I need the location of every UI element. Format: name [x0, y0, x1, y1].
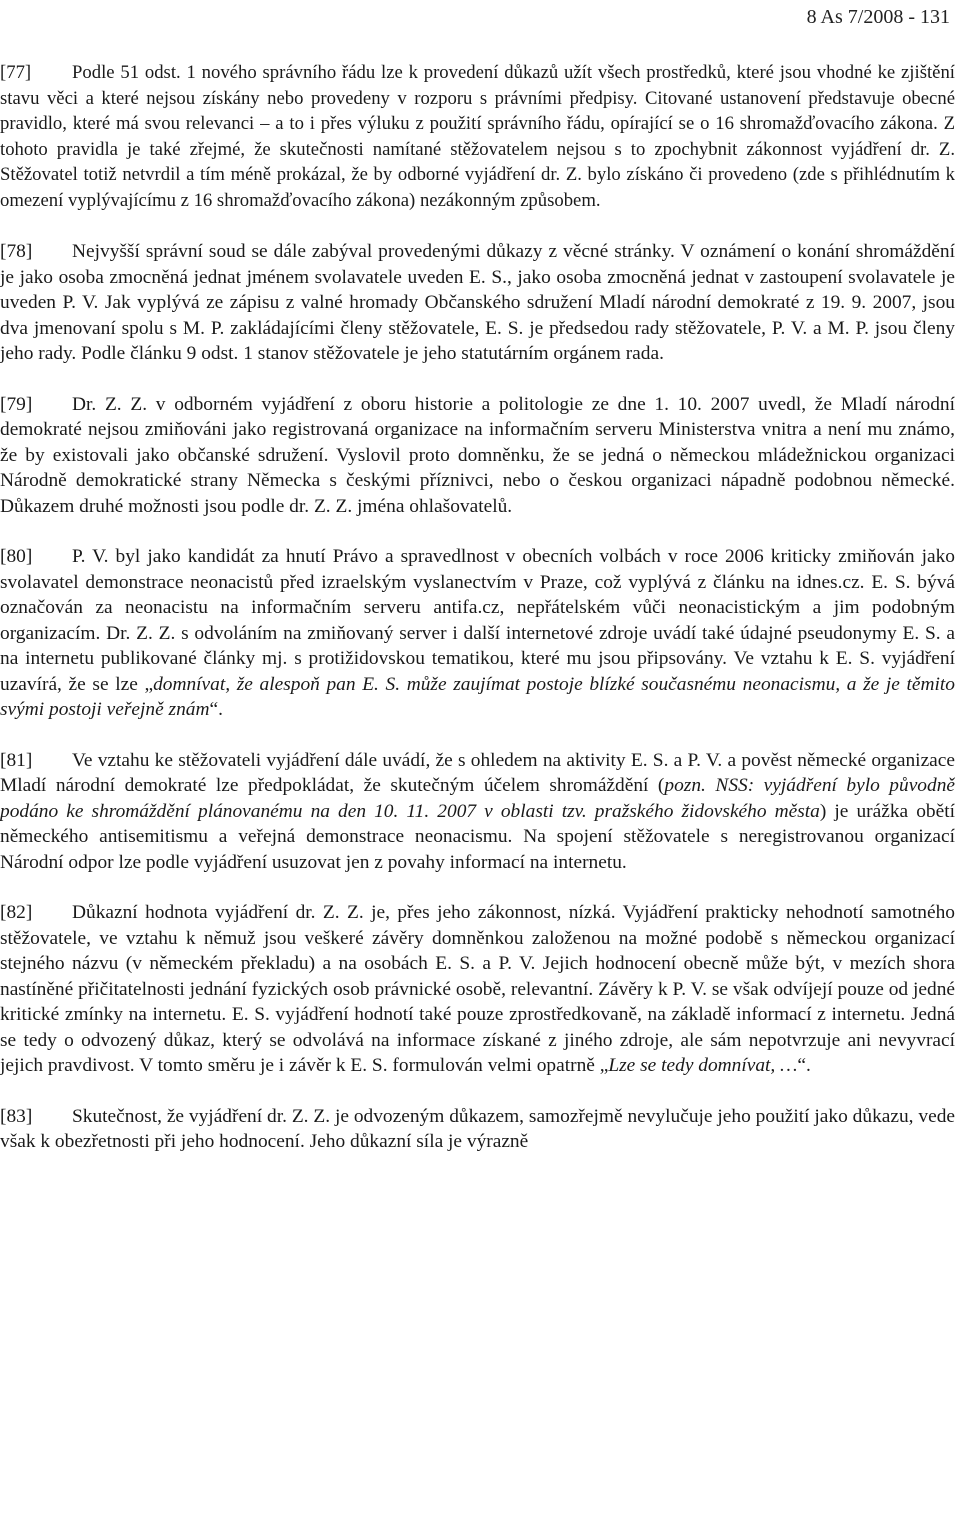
paragraph: [0, 392, 955, 520]
paragraph-number: [78]: [0, 241, 33, 262]
paragraph-text: “.: [797, 1055, 811, 1076]
paragraph-text: ) je urážka obětí německého antisemitismu a veřejná demonstrace neonacismu. Na spojení stěžovatele s neregistrovanou organizací Národní odpor lze podle vyjádření usuzovat jen z povahy informací na internetu.: [0, 800, 956, 873]
paragraph: [0, 239, 955, 367]
paragraph-text: “.: [209, 699, 223, 720]
italic-quote-text: Lze se tedy domnívat, …: [608, 1055, 798, 1076]
paragraph-number: [77]: [0, 62, 32, 83]
document-body: [0, 60, 955, 1180]
paragraph-number: [82]: [0, 902, 33, 923]
page-header: 8 As 7/2008 - 131: [806, 6, 950, 28]
paragraph: [0, 544, 955, 723]
paragraph: [0, 748, 955, 876]
paragraph: [0, 60, 955, 213]
paragraph-text: Důkazní hodnota vyjádření dr. Z. Z. je, přes jeho zákonnost, nízká. Vyjádření prakticky nehodnotí samotného stěžovatele, ve vztahu k němuž jsou veškeré závěry domněnkou založenou na možné podobě s německou organizací stejného názvu (v německém překladu) a na osobách E. S. a P. V. Jejich hodnocení obecně může být, v mezích shora nastíněné přičitatelnosti jednání fyzických osob právnické osobě, relevantní. Závěry k P. V. se však odvíjejí pouze od jedné kritické zmínky na internetu. E. S. vyjádření hodnotí také pouze zprostředkovaně, na základě informací z internetu. Jedná se tedy o odvozený důkaz, který se odvolává na informace získané z jiného zdroje, ale sám nepotvrzuje ani nevyvrací jejich pravdivost. V tomto směru je i závěr k E. S. formulován velmi opatrně „: [0, 902, 955, 1076]
paragraph-text: Ve vztahu ke stěžovateli vyjádření dále uvádí, že s ohledem na aktivity E. S. a P. V. a pověst německé organizace Mladí národní demokraté lze předpokládat, že skutečným účelem shromáždění (: [0, 749, 955, 796]
italic-quote-text: domnívat, že alespoň pan E. S. může zaujímat postoje blízké současnému neonacismu, a že je těmito svými postoji veřejně znám: [0, 673, 955, 720]
paragraph-number: [81]: [0, 749, 33, 771]
paragraph-number: [79]: [0, 393, 33, 415]
paragraph-number: [80]: [0, 546, 33, 567]
paragraph: [0, 1104, 955, 1155]
paragraph-text: Podle 51 odst. 1 nového správního řádu lze k provedení důkazů užít všech prostředků, které jsou vhodné ke zjištění stavu věci a které nejsou získány nebo provedeny v rozporu s právními předpisy. Citované ustanovení představuje obecné pravidlo, které má svou relevanci – a to i přes výluku z použití správního řádu, opírající se o 16 shromažďovacího zákona. Z tohoto pravidla je také zřejmé, že skutečnosti namítané stěžovatelem nejsou s to zpochybnit zákonnost vyjádření dr. Z. Stěžovatel totiž netvrdil a tím méně prokázal, že by odborné vyjádření dr. Z. bylo získáno či provedeno (zde s přihlédnutím k omezení vyplývajícímu z 16 shromažďovacího zákona) nezákonným způsobem.: [0, 62, 955, 211]
italic-quote-text: pozn. NSS: vyjádření bylo původně podáno ke shromáždění plánovanému na den 10. 11. 2007 v oblasti tzv. pražského židovského města: [0, 775, 955, 822]
paragraph-text: P. V. byl jako kandidát za hnutí Právo a spravedlnost v obecních volbách v roce 2006 kriticky zmiňován jako svolavatel demonstrace neonacistů před izraelským vyslanectvím v Praze, což vyplývá z článku na idnes.cz. E. S. bývá označován za neonacistu na informačním serveru antifa.cz, nepřátelském vůči neonacistickým a jim podobným organizacím. Dr. Z. Z. s odvoláním na zmiňovaný server i další internetové zdroje uvádí také údajné pseudonymy E. S. a na internetu publikované články mj. s protižidovskou tematikou, které mu jsou připsovány. Ve vztahu k E. S. vyjádření uzavírá, že se lze „: [0, 546, 955, 695]
paragraph-text: Nejvyšší správní soud se dále zabýval provedenými důkazy z věcné stránky. V oznámení o konání shromáždění je jako osoba zmocněná jednat jménem svolavatele uveden E. S., jako osoba zmocněná jednat v zastoupení svolavatele je uveden P. V. Jak vyplývá ze zápisu z valné hromady Občanského sdružení Mladí národní demokraté z 19. 9. 2007, jsou dva jmenovaní spolu s M. P. zakládajícími členy stěžovatele, E. S. je předsedou rady stěžovatele, P. V. a M. P. jsou členy jeho rady. Podle článku 9 odst. 1 stanov stěžovatele je jeho statutárním orgánem rada.: [0, 241, 955, 364]
paragraph: [0, 900, 955, 1079]
paragraph-text: Dr. Z. Z. v odborném vyjádření z oboru historie a politologie ze dne 1. 10. 2007 uvedl, že Mladí národní demokraté nejsou zmiňováni jako registrovaná organizace na informačním serveru Ministerstva vnitra a není mu známo, že by existovali jako občanské sdružení. Vyslovil proto domněnku, že se jedná o německou mládežnickou organizaci Národně demokratické strany Německa s českými příznivci, nebo o českou organizaci nápadně podobnou německé. Důkazem druhé možnosti jsou podle dr. Z. Z. jména ohlašovatelů.: [0, 393, 955, 517]
paragraph-number: [83]: [0, 1105, 33, 1127]
paragraph-text: Skutečnost, že vyjádření dr. Z. Z. je odvozeným důkazem, samozřejmě nevylučuje jeho použití jako důkazu, vede však k obezřetnosti při jeho hodnocení. Jeho důkazní síla je výrazně: [0, 1105, 955, 1152]
